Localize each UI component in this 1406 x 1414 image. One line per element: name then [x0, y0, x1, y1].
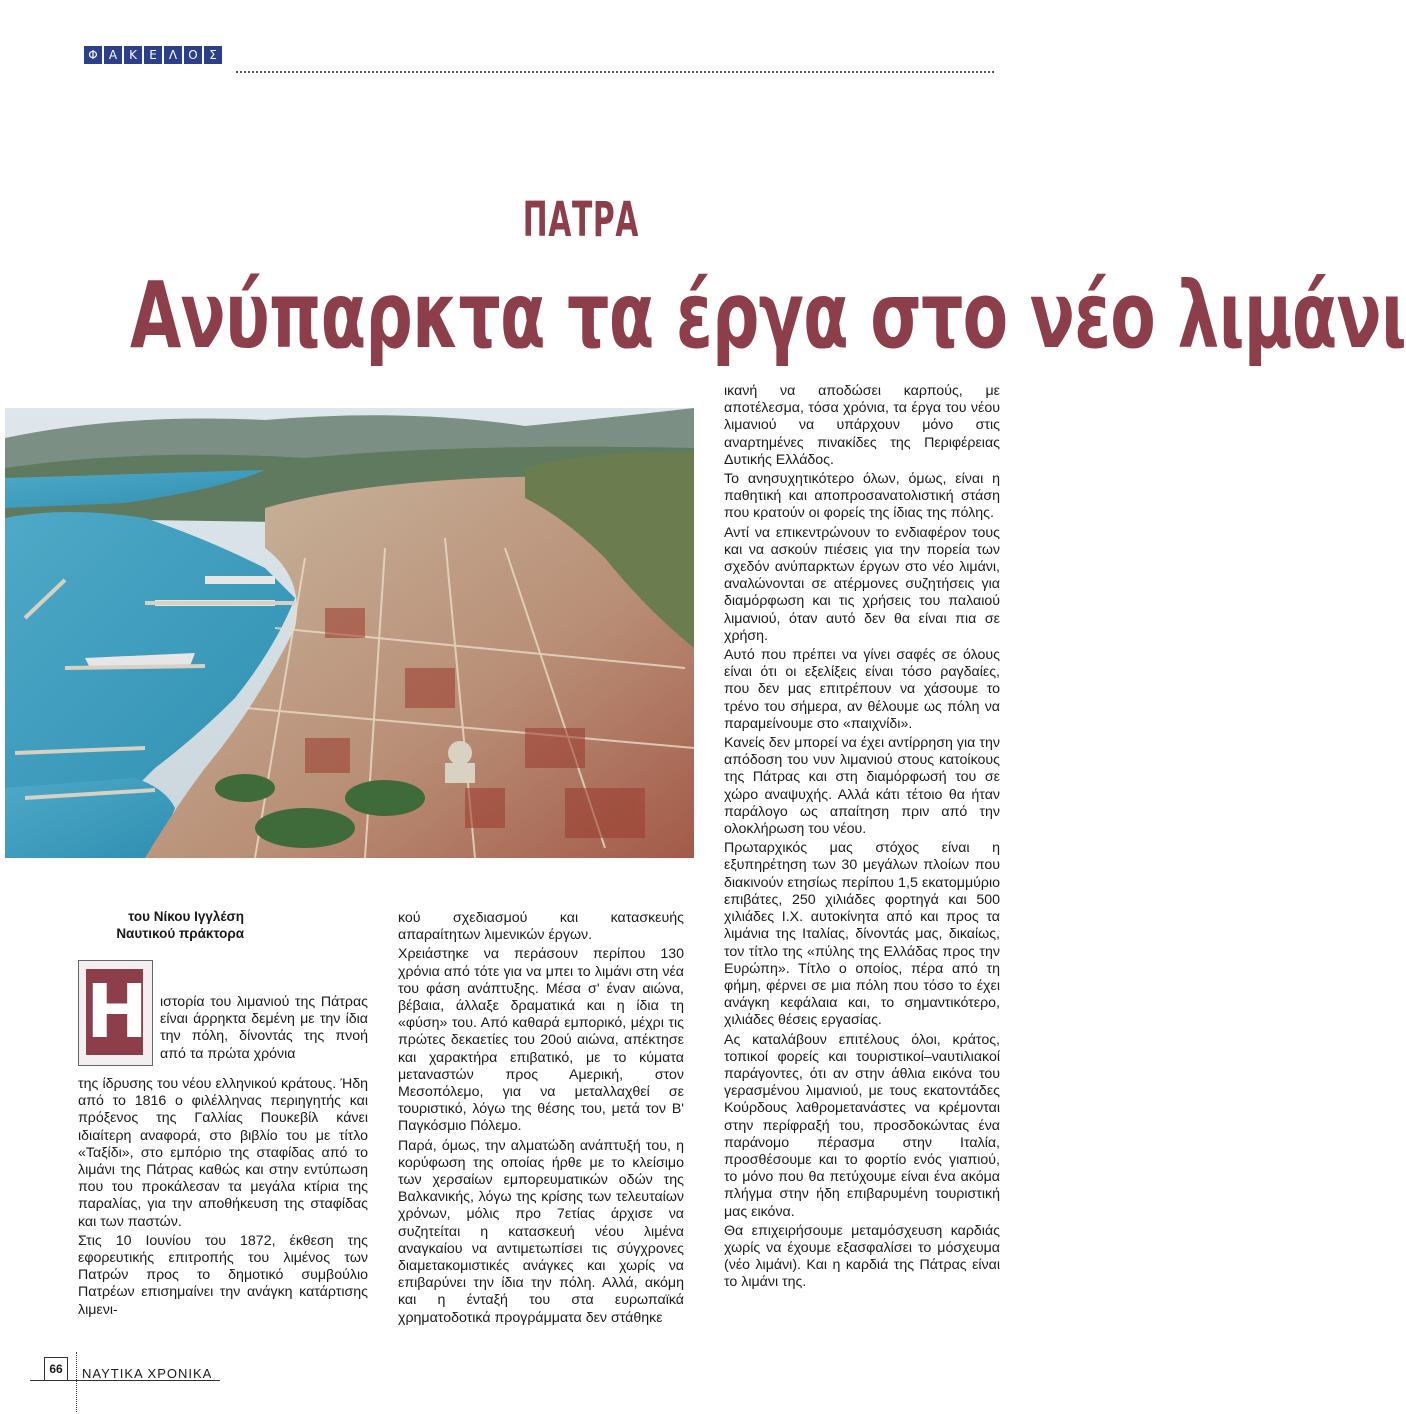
author-role: Ναυτικού πράκτορα — [116, 926, 244, 941]
paragraph: κού σχεδιασμού και κατασκευής απαραίτητων λιμενικών έργων. — [398, 910, 684, 944]
drop-cap-letter: Η — [86, 969, 148, 1055]
text-column-2 — [398, 910, 684, 1329]
aerial-city-photo — [5, 408, 694, 858]
top-divider — [236, 71, 994, 73]
paragraph: Στις 10 Ιουνίου του 1872, έκθεση της εφορευτικής επιτροπής του λιμένος των Πατρών προς το δημοτικό συμβούλιο Πατρέων επισημαίνει την ανάγκη κατάρτισης λιμενι- — [78, 1232, 368, 1318]
paragraph: Κανείς δεν μπορεί να έχει αντίρρηση για την απόδοση του νυν λιμανιού στους κατοίκους της Πάτρας και στη διαμόρφωσή του σε χώρο αναψυχής. Αλλά κάτι τέτοιο θα ήταν παράλογο ως απαίτηση πριν από την ολοκλήρωση του νέου. — [724, 735, 1000, 838]
footer-divider-vertical — [76, 1352, 77, 1412]
article-headline: Ανύπαρκτα τα έργα στο νέο λιμάνι — [130, 262, 1406, 369]
byline — [84, 908, 244, 942]
section-label-letter: Ε — [144, 46, 162, 64]
paragraph: Πρωταρχικός μας στόχος είναι η εξυπηρέτηση των 30 μεγάλων πλοίων που διακινούν ετησίως περίπου 1,5 εκατομμύριο επιβάτες, 250 χιλιάδες φορτηγά και 500 χιλιάδες Ι.Χ. αυτοκίνητα από και προς τα λιμάνια της Ιταλίας, δίνοντάς μας, δικαίως, τον τίτλο της «πύλης της Ελλάδας προς την Ευρώπη». Τίτλο ο οποίος, πέρα από τη φήμη, φέρνει σε μια πόλη που τόσο το έχει ανάγκη κεφάλαια και, το σημαντικότερο, χιλιάδες θέσεις εργασίας. — [724, 840, 1000, 1029]
section-label-letter: Λ — [164, 46, 182, 64]
intro-paragraph: ιστορία του λιμανιού της Πάτρας είναι άρρηκτα δεμένη με την ίδια την πόλη, δίνοντάς της πνοή από τα πρώτα χρόνια — [160, 994, 368, 1062]
paragraph: ικανή να αποδώσει καρπούς, με αποτέλεσμα, τόσα χρόνια, τα έργα του νέου λιμανιού να υπάρχουν μόνο στις αναρτημένες πινακίδες της Περιφέρειας Δυτικής Ελλάδος. — [724, 383, 1000, 468]
paragraph: Αυτό που πρέπει να γίνει σαφές σε όλους είναι ότι οι εξελίξεις είναι τόσο ραγδαίες, που δεν μας επιτρέπουν να χάσουμε το τρένο του σήμερα, αν θέλουμε ως πόλη να παραμείνουμε στο «παιχνίδι». — [724, 647, 1000, 732]
author-name: του Νίκου Ιγγλέση — [128, 909, 244, 924]
text-column-1 — [78, 1076, 368, 1321]
page-number: 66 — [44, 1357, 68, 1381]
paragraph: Παρά, όμως, την αλματώδη ανάπτυξή του, η κορύφωση της οποίας ήρθε με το κλείσιμο των χερσαίων εμπορευματικών οδών της Βαλκανικής, λόγω της κρίσης των τελευταίων χρόνων, μόλις προ 7ετίας άρχισε να συζητείται η κατασκευή νέου λιμένα αναγκαίου να αντιμετωπίσει τις σύγχρονες διαμετακομιστικές ανάγκες και χωρίς να επιβαρύνει την ίδια την πόλη. Αλλά, ακόμη και η ένταξή του στα ευρωπαϊκά χρηματοδοτικά προγράμματα δεν στάθηκε — [398, 1137, 684, 1326]
section-label — [84, 46, 222, 64]
section-label-letter: Σ — [204, 46, 222, 64]
section-label-letter: Α — [104, 46, 122, 64]
paragraph: Ας καταλάβουν επιτέλους όλοι, κράτος, τοπικοί φορείς και τουριστικοί–ναυτιλιακοί παράγοντες, ότι αν στην άθλια εικόνα του γερασμένου λιμανιού, με τους εκατοντάδες Κούρδους λαθρομετανάστες να κρέμονται στην περίφραξή του, προσδοκώντας ένα παράνομο πέρασμα στην Ιταλία, προσθέσουμε και το φορτίο ενός γιαπιού, το μόνο που θα πετύχουμε είναι ένα ακόμα πλήγμα στην ήδη επιβαρυμένη τουριστική μας εικόνα. — [724, 1031, 1000, 1220]
drop-cap — [78, 960, 153, 1066]
publication-name: ΝΑΥΤΙΚΑ ΧΡΟΝΙΚΑ — [82, 1366, 213, 1381]
section-label-letter: Ο — [184, 46, 202, 64]
paragraph: Το ανησυχητικότερο όλων, όμως, είναι η παθητική και αποπροσανατολιστική στάση που κρατούν οι φορείς της ίδιας της πόλης. — [724, 471, 1000, 522]
section-label-letter: Κ — [124, 46, 142, 64]
paragraph: της ίδρυσης του νέου ελληνικού κράτους. Ήδη από το 1816 ο φιλέλληνας περιηγητής και πρόξενος της Γαλλίας Πουκεβίλ κάνει ιδιαίτερη αναφορά, στο βιβλίο του με τίτλο «Ταξίδι», στο εμπόριο της σταφίδας από το λιμάνι της Πάτρας καθώς και στην εντύπωση που του προκάλεσαν τα μεγάλα κτίρια της παραλίας, για την αποθήκευση της σταφίδας και των παστών. — [78, 1076, 368, 1230]
paragraph: Αντί να επικεντρώνουν το ενδιαφέρον τους και να ασκούν πιέσεις για την πορεία των σχεδόν ανύπαρκτων έργων στο νέο λιμάνι, αναλώνονται σε ατέρμονες συζητήσεις για διαμόρφωση και τις χρήσεις του παλαιού λιμανιού, όταν αυτό δεν θα είναι πια σε χρήση. — [724, 524, 1000, 644]
text-column-3 — [724, 383, 1000, 1294]
aerial-city-illustration — [5, 408, 694, 858]
section-label-letter: Φ — [84, 46, 102, 64]
article-kicker: ΠΑΤΡΑ — [522, 192, 639, 248]
paragraph: Χρειάστηκε να περάσουν περίπου 130 χρόνια από τότε για να μπει το λιμάνι στη νέα του φάση ανάπτυξης. Μέσα σ' έναν αιώνα, βέβαια, άλλαξε δραματικά και η ίδια τη «φύση» του. Από καθαρά εμπορικό, μέχρι τις πρώτες δεκαετίες του 20ού αιώνα, απέκτησε και χαρακτήρα επιβατικό, με το κύματα μεταναστών προς Αμερική, στον Μεσοπόλεμο, για να μεταλλαχθεί σε τουριστικό, λόγω της θέσης του, μετά τον Β' Παγκόσμιο Πόλεμο. — [398, 946, 684, 1135]
paragraph: Θα επιχειρήσουμε μεταμόσχευση καρδιάς χωρίς να έχουμε εξασφαλίσει το μόσχευμα (νέο λιμάνι). Και η καρδιά της Πάτρας είναι το λιμάνι της. — [724, 1222, 1000, 1291]
